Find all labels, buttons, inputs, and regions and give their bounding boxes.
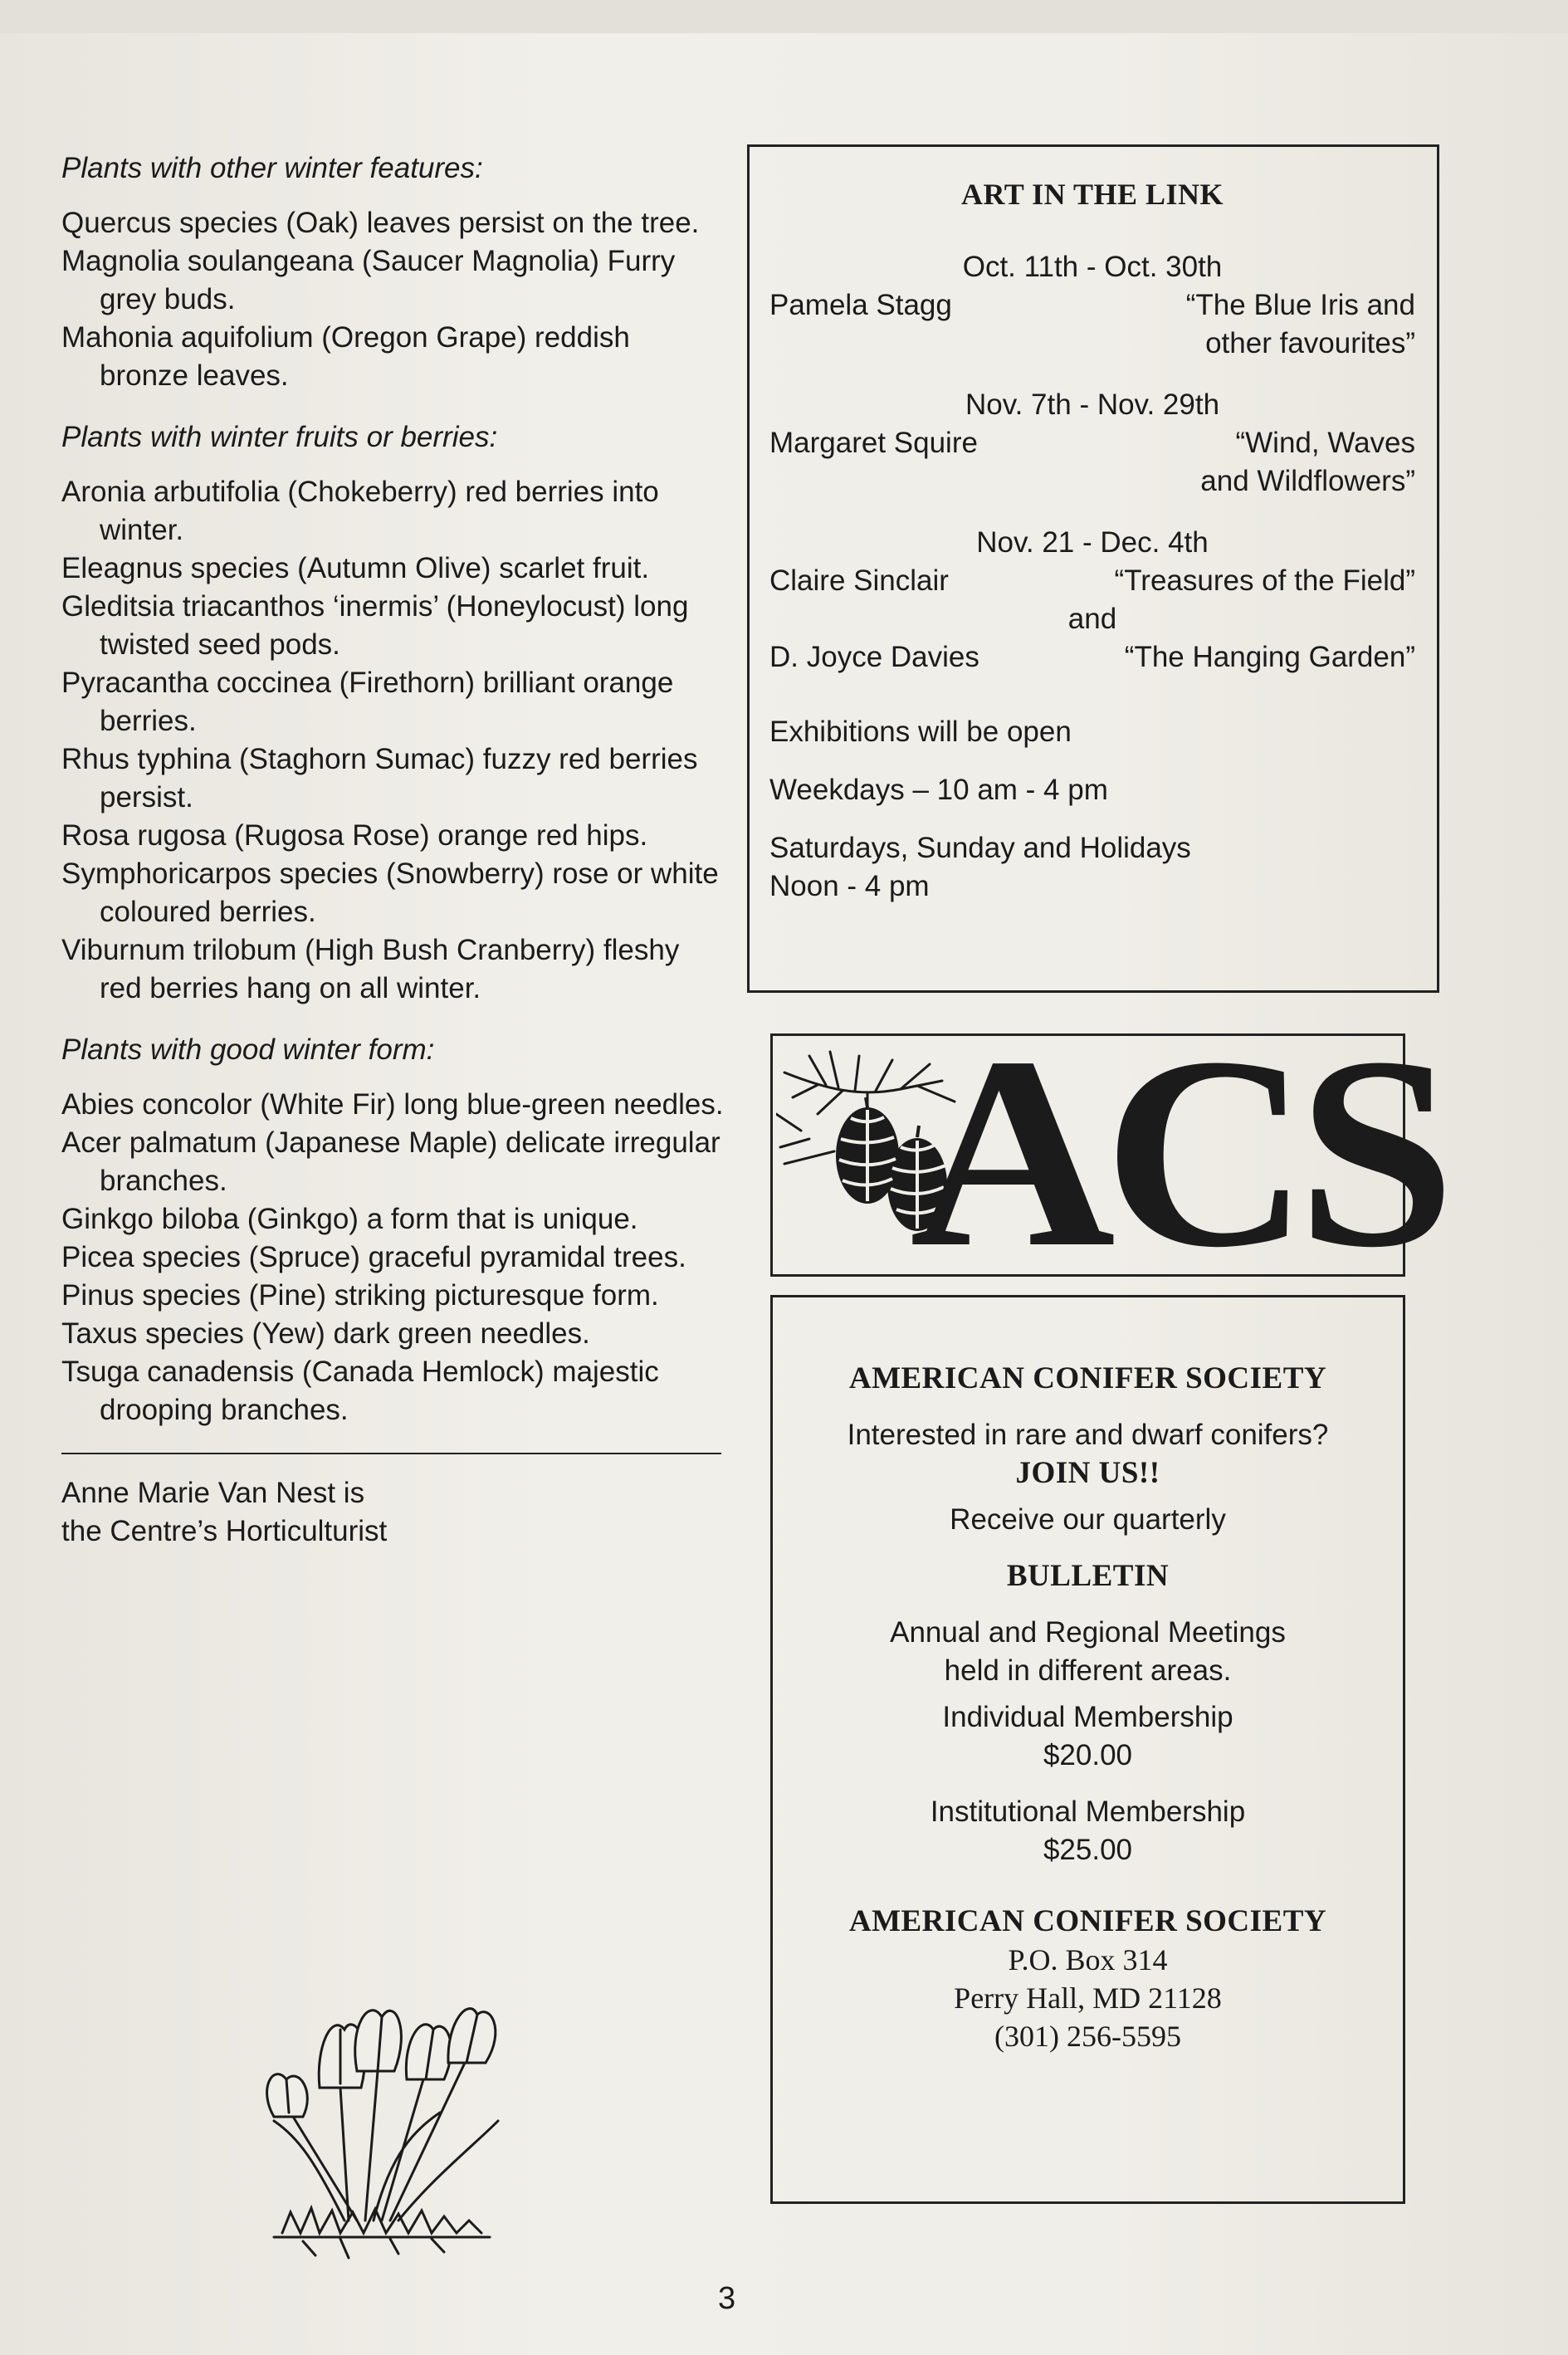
exhibit-row bbox=[769, 424, 1415, 462]
exhibit-dates: Nov. 21 - Dec. 4th bbox=[976, 526, 1209, 559]
society-name: AMERICAN CONIFER SOCIETY bbox=[848, 1361, 1327, 1395]
join-heading: JOIN US!! bbox=[1015, 1456, 1160, 1490]
city-address: Perry Hall, MD 21128 bbox=[954, 1981, 1222, 2015]
exhibit-title: “The Blue Iris and bbox=[1185, 289, 1415, 321]
po-box: P.O. Box 314 bbox=[1008, 1943, 1168, 1976]
exhibition-hours bbox=[769, 713, 1415, 906]
art-box-title: ART IN THE LINK bbox=[961, 178, 1224, 211]
hours-line: Saturdays, Sunday and Holidays bbox=[769, 832, 1191, 864]
exhibit-row bbox=[769, 638, 1415, 677]
plant-entry: Quercus species (Oak) leaves persist on the tree. bbox=[61, 207, 700, 239]
section-heading: Plants with other winter features: bbox=[61, 152, 483, 184]
plant-entry: Aronia arbutifolia (Chokeberry) red berries into winter. bbox=[61, 476, 659, 546]
ad-line: Annual and Regional Meetings bbox=[890, 1616, 1286, 1649]
plant-entry: Pinus species (Pine) striking picturesque form. bbox=[61, 1279, 659, 1312]
crocus-flower-icon bbox=[224, 1947, 540, 2279]
hours-line: Weekdays – 10 am - 4 pm bbox=[769, 774, 1108, 806]
exhibit-title: “The Hanging Garden” bbox=[1124, 641, 1415, 673]
and-text: and bbox=[1067, 603, 1117, 635]
plant-entry: Magnolia soulangeana (Saucer Magnolia) Furry grey buds. bbox=[61, 245, 676, 315]
society-name: AMERICAN CONIFER SOCIETY bbox=[848, 1904, 1327, 1938]
hours-line: Exhibitions will be open bbox=[769, 716, 1072, 748]
plant-entry: Mahonia aquifolium (Oregon Grape) reddish bronze leaves. bbox=[61, 321, 630, 392]
exhibit-row-cont bbox=[769, 325, 1415, 363]
plant-entry: Ginkgo biloba (Ginkgo) a form that is unique. bbox=[61, 1203, 638, 1235]
exhibit-dates: Nov. 7th - Nov. 29th bbox=[965, 388, 1220, 421]
exhibit-row bbox=[769, 562, 1415, 600]
conifer-society-ad-box bbox=[770, 1295, 1405, 2204]
membership-label: Individual Membership bbox=[942, 1701, 1233, 1733]
plant-entry: Acer palmatum (Japanese Maple) delicate irregular branches. bbox=[61, 1126, 720, 1197]
plant-entry: Symphoricarpos species (Snowberry) rose or white coloured berries. bbox=[61, 857, 719, 928]
section-heading: Plants with good winter form: bbox=[61, 1033, 435, 1066]
plant-list-column bbox=[61, 149, 725, 1551]
ad-line: Receive our quarterly bbox=[950, 1503, 1226, 1536]
acs-logo-text: ACS bbox=[910, 1001, 1443, 1304]
plant-entry: Taxus species (Yew) dark green needles. bbox=[61, 1317, 590, 1350]
membership-price: $25.00 bbox=[1043, 1834, 1133, 1866]
author-line: Anne Marie Van Nest is bbox=[61, 1477, 365, 1509]
winter-fruits-section bbox=[61, 418, 725, 1008]
plant-entry: Picea species (Spruce) graceful pyramidal trees. bbox=[61, 1241, 686, 1273]
author-line: the Centre’s Horticulturist bbox=[61, 1515, 388, 1547]
ad-line: held in different areas. bbox=[944, 1654, 1232, 1687]
exhibit-artist: Pamela Stagg bbox=[769, 289, 952, 321]
plant-entry: Viburnum trilobum (High Bush Cranberry) fleshy red berries hang on all winter. bbox=[61, 934, 680, 1004]
bulletin-heading: BULLETIN bbox=[1006, 1559, 1170, 1593]
ad-line: Interested in rare and dwarf conifers? bbox=[847, 1419, 1329, 1451]
hours-line: Noon - 4 pm bbox=[769, 870, 930, 902]
plant-entry: Abies concolor (White Fir) long blue-green needles. bbox=[61, 1088, 724, 1121]
page-top-edge bbox=[0, 0, 1568, 33]
plant-entry: Rosa rugosa (Rugosa Rose) orange red hips. bbox=[61, 819, 648, 852]
plant-entry: Rhus typhina (Staghorn Sumac) fuzzy red berries persist. bbox=[61, 743, 698, 814]
membership-price: $20.00 bbox=[1043, 1739, 1133, 1771]
exhibit-dates: Oct. 11th - Oct. 30th bbox=[962, 251, 1223, 283]
exhibit-artist: Claire Sinclair bbox=[769, 564, 949, 597]
plant-entry: Pyracantha coccinea (Firethorn) brilliant orange berries. bbox=[61, 667, 674, 737]
plant-entry: Gleditsia triacanthos ‘inermis’ (Honeylocust) long twisted seed pods. bbox=[61, 590, 689, 661]
plant-entry: Eleagnus species (Autumn Olive) scarlet fruit. bbox=[61, 552, 650, 584]
art-in-the-link-box bbox=[747, 144, 1439, 993]
plant-entry: Tsuga canadensis (Canada Hemlock) majestic drooping branches. bbox=[61, 1356, 659, 1426]
page-number: 3 bbox=[718, 2281, 736, 2316]
exhibit-title: other favourites” bbox=[1205, 327, 1415, 359]
acs-logo-box bbox=[770, 1001, 1443, 1304]
exhibit-row bbox=[769, 286, 1415, 325]
winter-features-section bbox=[61, 149, 725, 395]
exhibit-row-cont bbox=[769, 462, 1415, 501]
exhibit-artist: Margaret Squire bbox=[769, 427, 978, 459]
phone-number: (301) 256-5595 bbox=[994, 2020, 1181, 2053]
exhibit-title: “Wind, Waves bbox=[1235, 427, 1415, 459]
exhibit-title: and Wildflowers” bbox=[1200, 465, 1415, 497]
membership-label: Institutional Membership bbox=[930, 1796, 1246, 1828]
winter-form-section bbox=[61, 1031, 725, 1429]
divider bbox=[61, 1453, 721, 1454]
exhibit-title: “Treasures of the Field” bbox=[1114, 564, 1415, 597]
section-heading: Plants with winter fruits or berries: bbox=[61, 421, 498, 453]
exhibit-artist: D. Joyce Davies bbox=[769, 641, 979, 673]
